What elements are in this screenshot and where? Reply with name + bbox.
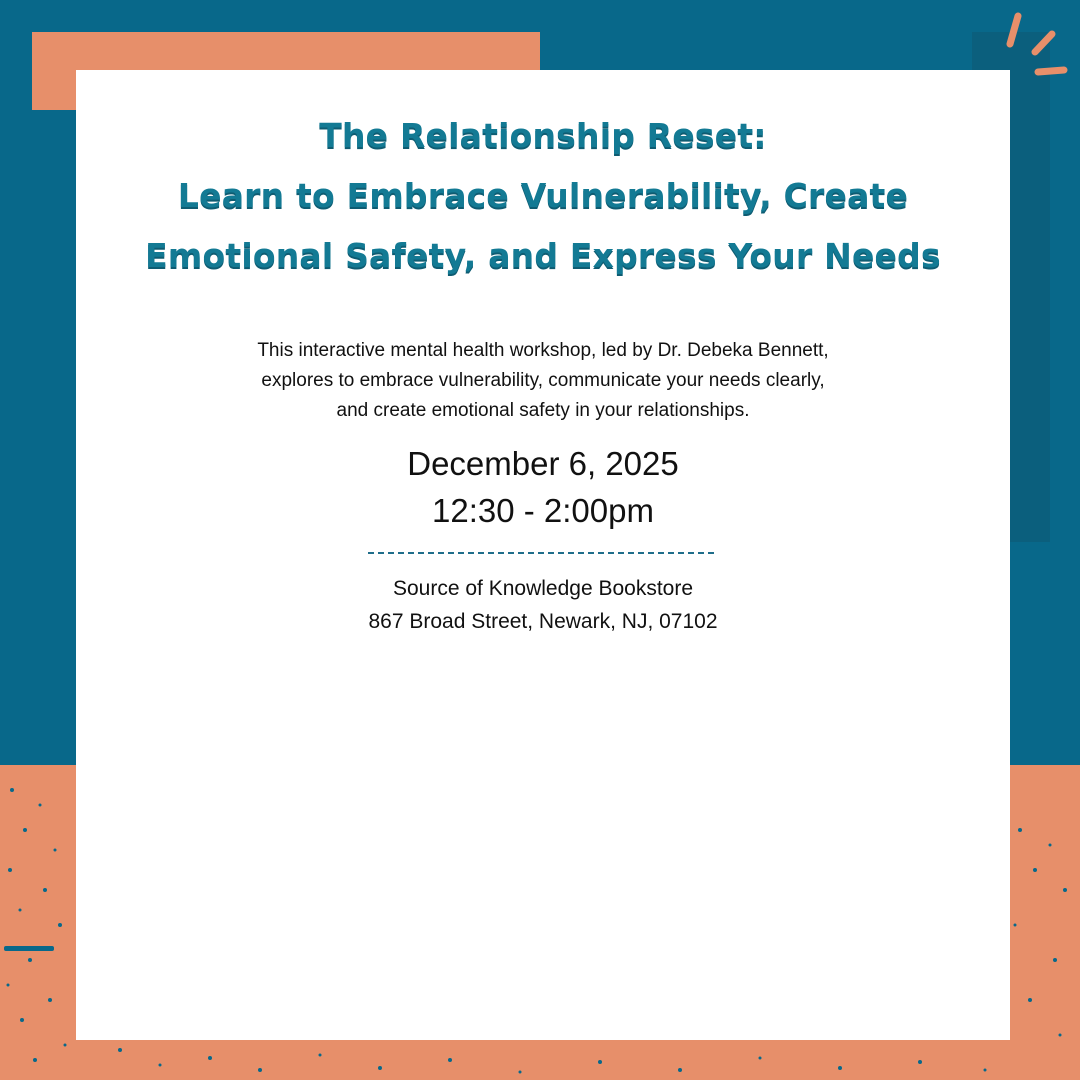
event-date: December 6, 2025 bbox=[407, 445, 679, 482]
dashed-divider bbox=[368, 552, 714, 554]
venue-name: Source of Knowledge Bookstore bbox=[392, 577, 694, 600]
event-time: 12:30 - 2:00pm bbox=[432, 492, 654, 529]
event-datetime bbox=[76, 440, 1010, 534]
event-card bbox=[76, 70, 1010, 1040]
title-line: Emotional Safety, and Express Your Needs bbox=[145, 236, 941, 275]
venue-address: 867 Broad Street, Newark, NJ, 07102 bbox=[368, 610, 718, 633]
event-title bbox=[76, 106, 1010, 286]
description-line: This interactive mental health workshop, led by Dr. Debeka Bennett, bbox=[257, 340, 829, 361]
title-line: The Relationship Reset: bbox=[319, 116, 767, 155]
event-description bbox=[76, 336, 1010, 426]
description-line: and create emotional safety in your relationships. bbox=[336, 400, 750, 421]
description-line: explores to embrace vulnerability, communicate your needs clearly, bbox=[261, 370, 825, 391]
title-line: Learn to Embrace Vulnerability, Create bbox=[177, 176, 909, 215]
event-venue bbox=[76, 572, 1010, 638]
